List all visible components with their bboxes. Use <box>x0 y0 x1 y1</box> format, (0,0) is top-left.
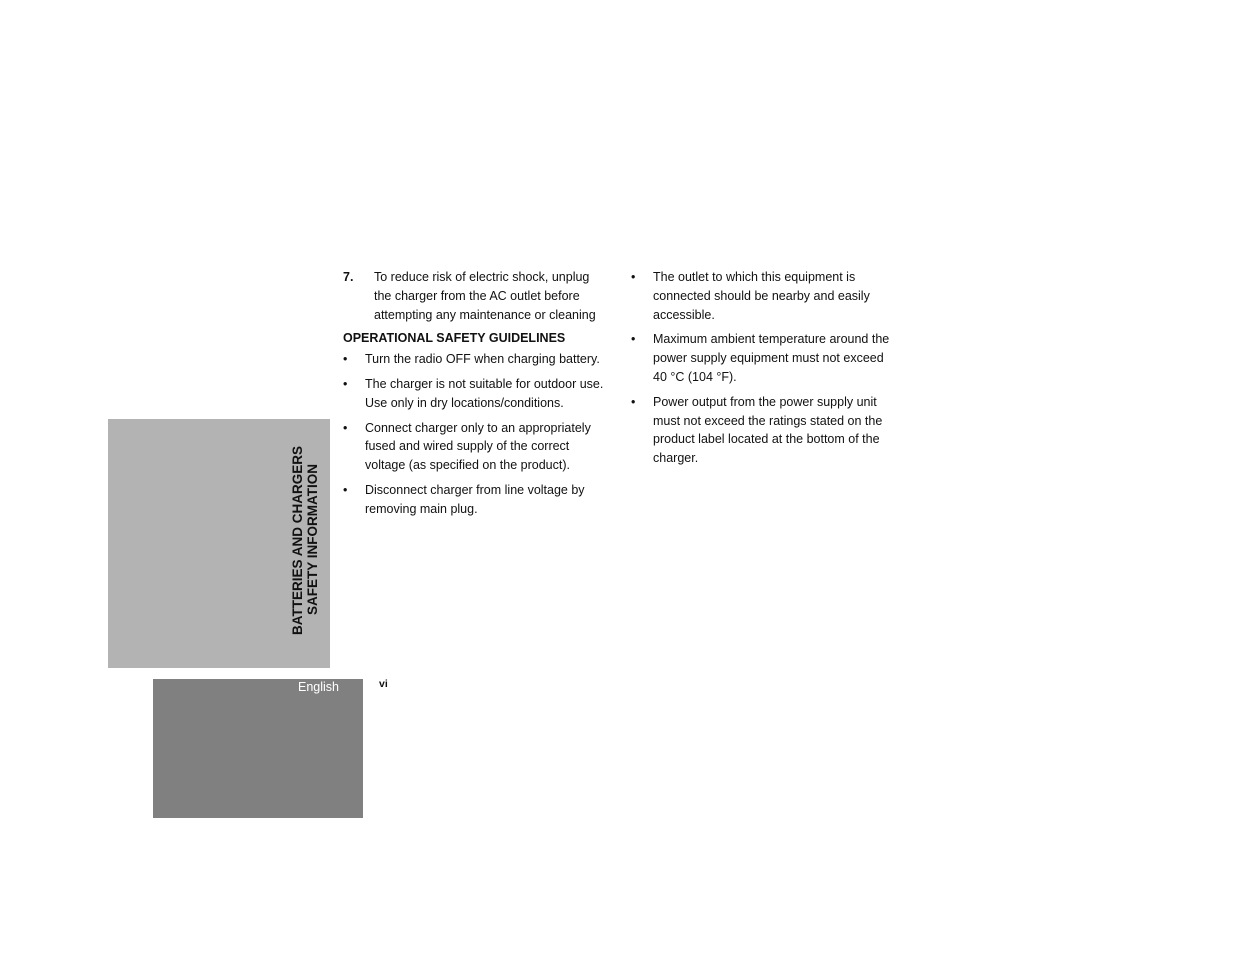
list-item-text: Connect charger only to an appropriately fused and wired supply of the correct voltage (as specified on the product). <box>365 420 591 473</box>
bullet-icon: • <box>343 482 348 497</box>
list-item <box>343 375 608 413</box>
item-number: 7. <box>343 270 354 284</box>
numbered-item <box>343 268 608 324</box>
list-item <box>631 330 893 386</box>
bullet-icon: • <box>343 352 348 367</box>
list-item-text: Turn the radio OFF when charging battery. <box>365 352 600 367</box>
item-text: To reduce risk of electric shock, unplug the charger from the AC outlet before attempting any maintenance or cleaning <box>374 270 596 322</box>
language-label: English <box>298 680 339 694</box>
list-item-text: The charger is not suitable for outdoor use. Use only in dry locations/conditions. <box>365 376 604 410</box>
bullet-icon: • <box>631 394 636 409</box>
list-item-text: The outlet to which this equipment is connected should be nearby and easily accessible. <box>653 270 870 322</box>
page-number: vi <box>379 678 388 690</box>
section-heading: OPERATIONAL SAFETY GUIDELINES <box>343 331 566 346</box>
side-tab-line-1: BATTERIES AND CHARGERS <box>290 445 305 635</box>
list-item <box>343 419 608 475</box>
list-item <box>343 350 608 369</box>
side-tab-line-2: SAFETY INFORMATION <box>305 464 320 616</box>
list-item-text: Disconnect charger from line voltage by removing main plug. <box>365 482 585 516</box>
left-column <box>343 268 608 525</box>
bullet-icon: • <box>631 270 636 284</box>
list-item <box>631 268 893 324</box>
list-item-text: Power output from the power supply unit must not exceed the ratings stated on the product label located at the bottom of the charger. <box>653 394 883 466</box>
language-box <box>153 679 363 818</box>
list-item <box>343 481 608 519</box>
right-column <box>631 268 893 474</box>
right-bullet-list <box>631 268 893 468</box>
side-tab-title <box>290 438 326 642</box>
list-item-text: Maximum ambient temperature around the power supply equipment must not exceed 40 °C (104 °F). <box>653 332 890 384</box>
left-bullet-list <box>343 350 608 518</box>
list-item <box>631 393 893 468</box>
bullet-icon: • <box>343 376 348 391</box>
bullet-icon: • <box>343 420 348 435</box>
bullet-icon: • <box>631 332 636 347</box>
